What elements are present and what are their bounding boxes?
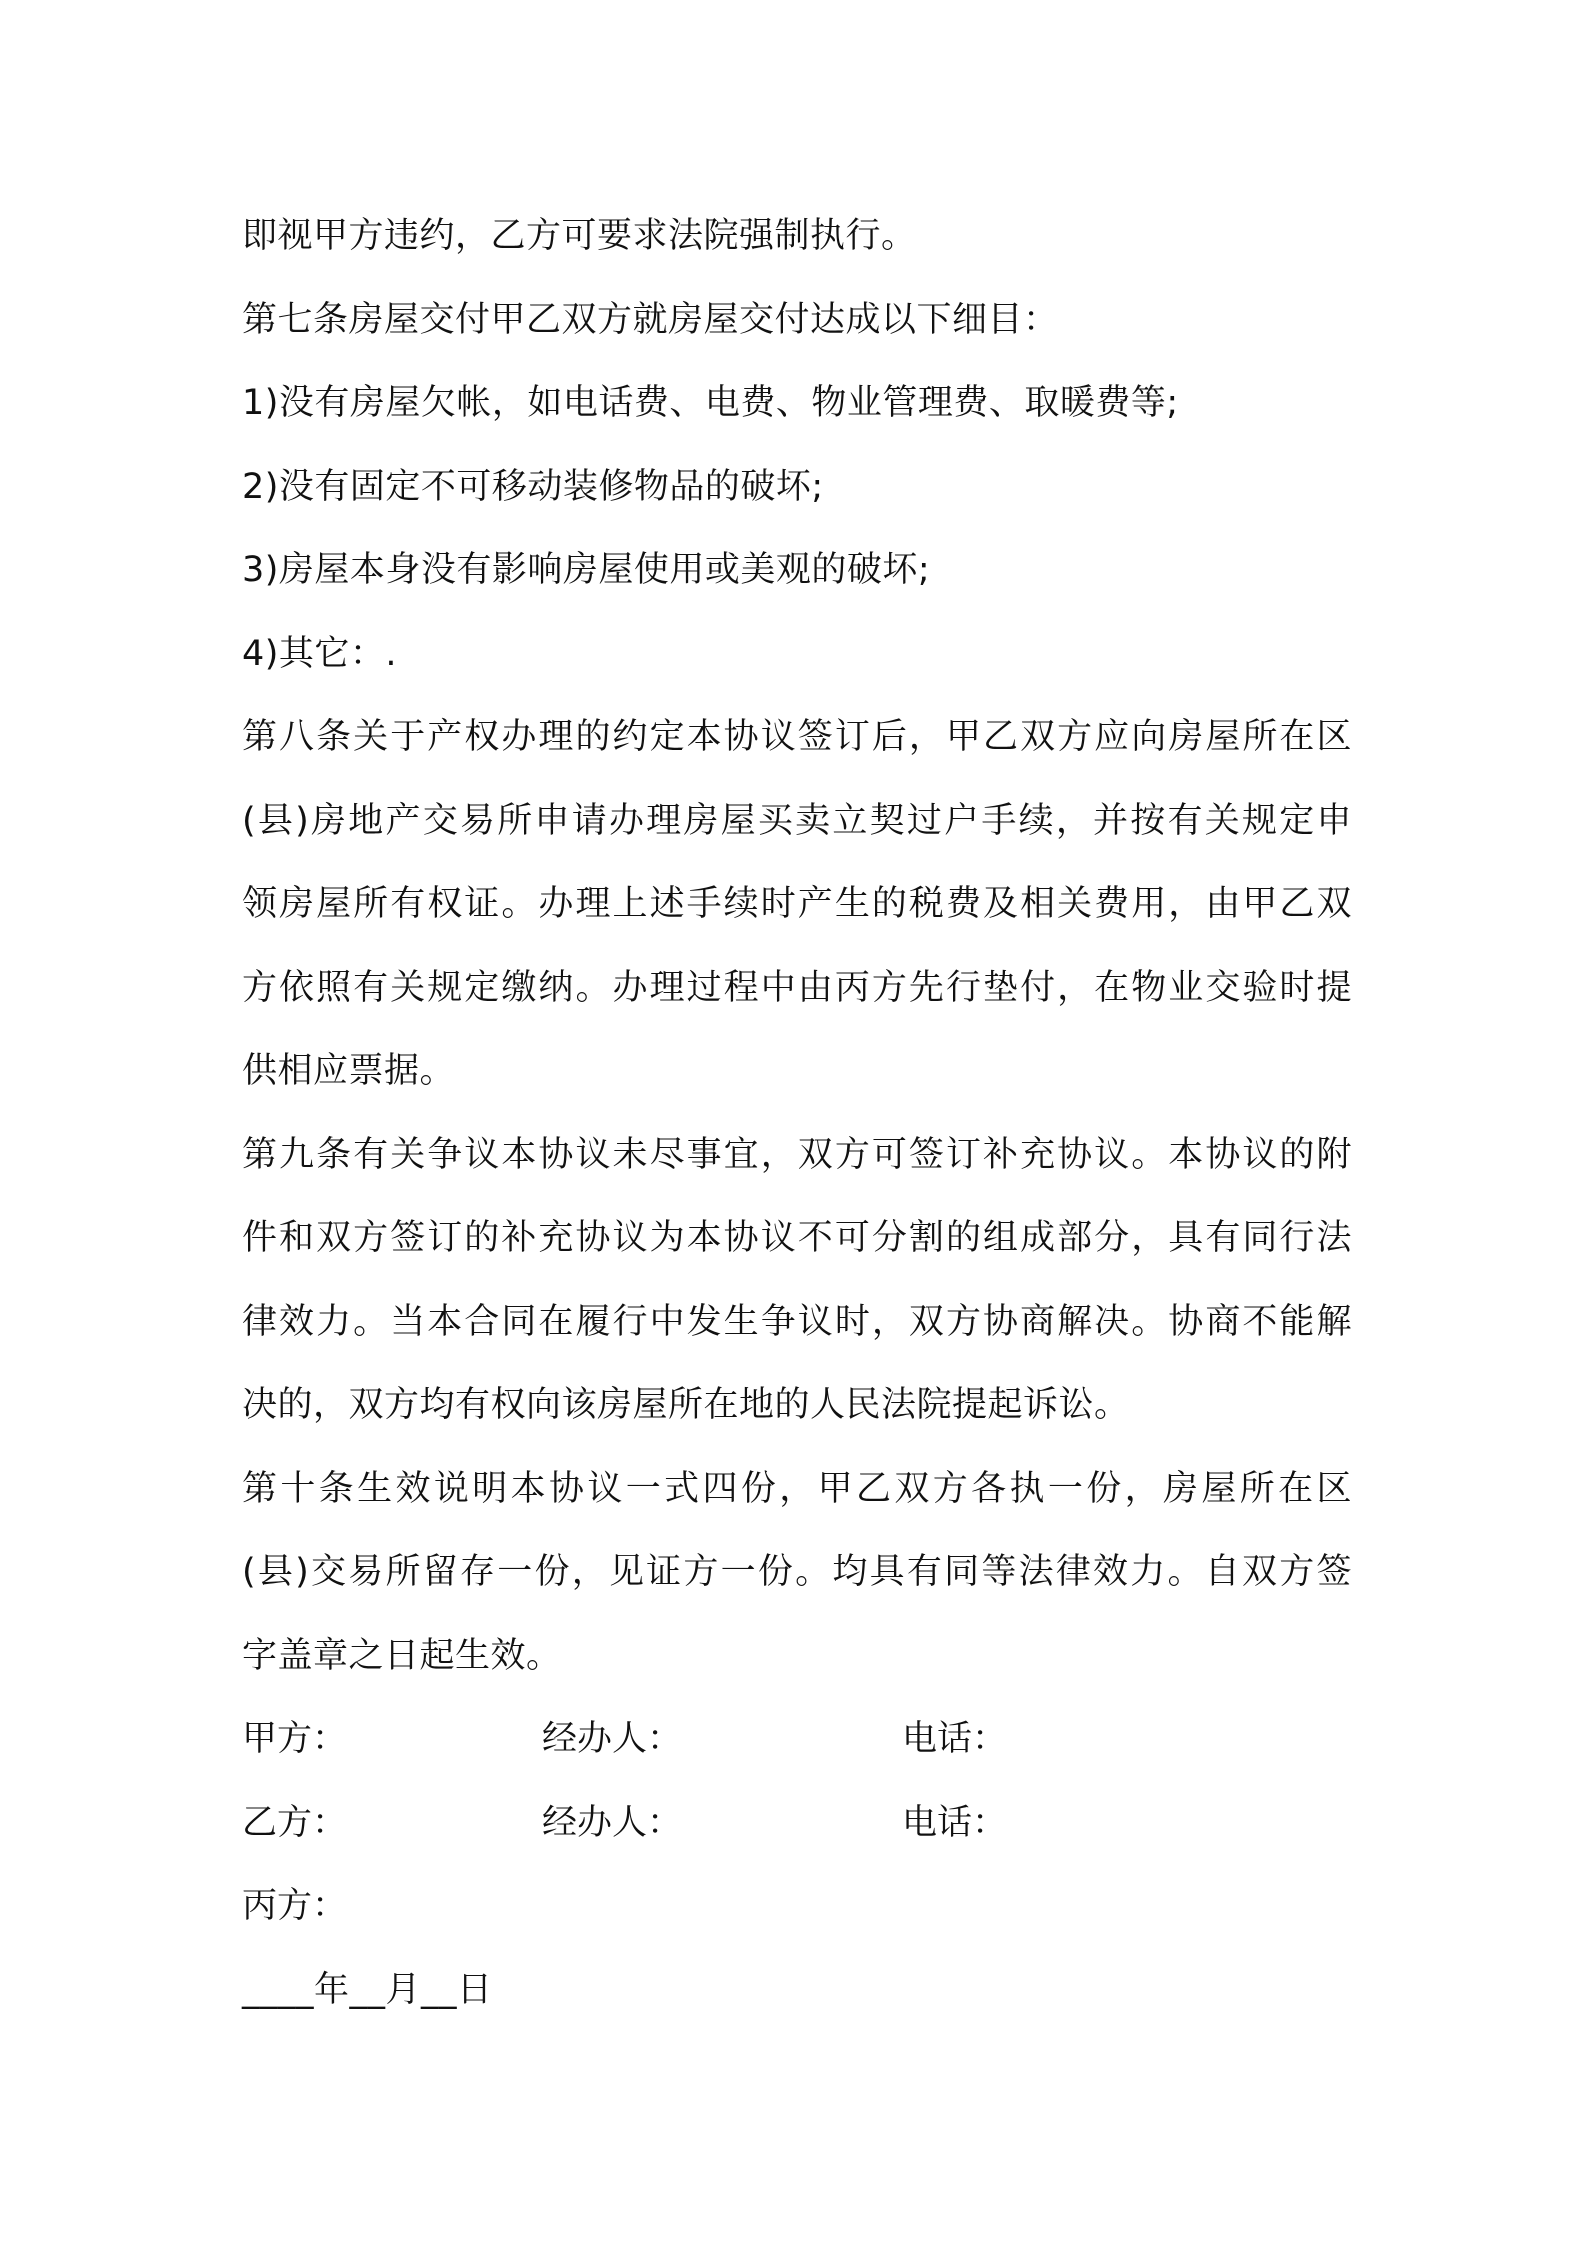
article-9-line: 决的，双方均有权向该房屋所在地的人民法院提起诉讼。 [242,1385,1130,1425]
article-10-line: (县)交易所留存一份，见证方一份。均具有同等法律效力。自双方签 [242,1552,1352,1592]
article-9-line: 件和双方签订的补充协议为本协议不可分割的组成部分，具有同行法 [242,1218,1352,1258]
party-a-agent-label: 经办人： [542,1719,683,1759]
article-8-line: 供相应票据。 [242,1051,456,1091]
document-body [242,195,1352,2032]
party-a-phone-label: 电话： [902,1719,1008,1759]
list-item: 4)其它：. [242,633,398,674]
date-line: ____年__月__日 [242,1969,493,2010]
article-9-line: 第九条有关争议本协议未尽事宜，双方可签订补充协议。本协议的附 [242,1134,1352,1175]
text-line: 即视甲方违约，乙方可要求法院强制执行。 [242,216,917,256]
article-8-line: (县)房地产交易所申请办理房屋买卖立契过户手续，并按有关规定申 [242,800,1352,841]
signature-row-party-c [242,1865,1352,1949]
article-10-line: 第十条生效说明本协议一式四份，甲乙双方各执一份，房屋所在区 [242,1468,1352,1509]
signature-row-party-a [242,1698,1352,1782]
party-b-label: 乙方： [242,1802,348,1843]
article-8-line: 领房屋所有权证。办理上述手续时产生的税费及相关费用，由甲乙双 [242,884,1352,924]
article-8-line: 第八条关于产权办理的约定本协议签订后，甲乙双方应向房屋所在区 [242,717,1352,757]
list-item: 2)没有固定不可移动装修物品的破坏; [242,466,824,507]
party-a-label: 甲方： [242,1719,348,1759]
party-b-agent-label: 经办人： [542,1802,683,1843]
article-8-line: 方依照有关规定缴纳。办理过程中由丙方先行垫付，在物业交验时提 [242,967,1352,1008]
party-b-phone-label: 电话： [902,1802,1008,1843]
article-7-heading: 第七条房屋交付甲乙双方就房屋交付达成以下细目： [242,299,1059,340]
article-9-line: 律效力。当本合同在履行中发生争议时，双方协商解决。协商不能解 [242,1301,1352,1342]
party-c-label: 丙方： [242,1886,348,1926]
signature-row-party-b [242,1782,1352,1866]
article-10-line: 字盖章之日起生效。 [242,1635,562,1676]
list-item: 3)房屋本身没有影响房屋使用或美观的破坏; [242,550,931,590]
list-item: 1)没有房屋欠帐，如电话费、电费、物业管理费、取暖费等; [242,383,1179,423]
